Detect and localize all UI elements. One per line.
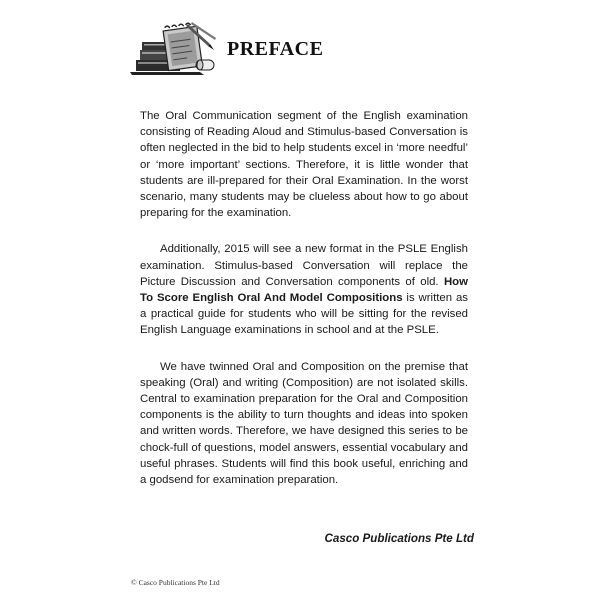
copyright-notice: © Casco Publications Pte Ltd <box>131 578 220 587</box>
paragraph-2 <box>140 241 468 338</box>
paragraph-2-text-after: is written as a practical guide for students who will be sitting for the revised English Language examinations in school and at the PSLE. <box>140 292 468 337</box>
paragraph-2-text-before: Additionally, 2015 will see a new format in the PSLE English examination. Stimulus-based Conversation will replace the Picture Discussion and Conversation components of old. <box>140 243 468 288</box>
page-title: PREFACE <box>227 38 324 60</box>
books-and-notebook-icon <box>130 20 218 76</box>
book-title: How To Score English Oral And Model Compositions <box>140 275 468 305</box>
preface-body <box>140 108 468 508</box>
paragraph-3: We have twinned Oral and Composition on the premise that speaking (Oral) and writing (Composition) are not isolated skills. Central to examination preparation for the Oral and Composition components is the ability to turn thoughts and ideas into spoken and written words. Therefore, we have designed this series to be chock-full of questions, model answers, essential vocabulary and useful phrases. Students will find this book useful, enriching and a godsend for examination preparation. <box>140 360 468 487</box>
publisher-signature: Casco Publications Pte Ltd <box>324 532 474 545</box>
paragraph-1: The Oral Communication segment of the English examination consisting of Reading Aloud and Stimulus-based Conversation is often neglected in the bid to help students excel in ‘more needful’ or ‘more important’ sections. Therefore, it is little wonder that students are ill-prepared for their Oral Examination. In the worst scenario, many students may be clueless about how to go about preparing for the examination. <box>140 110 468 220</box>
